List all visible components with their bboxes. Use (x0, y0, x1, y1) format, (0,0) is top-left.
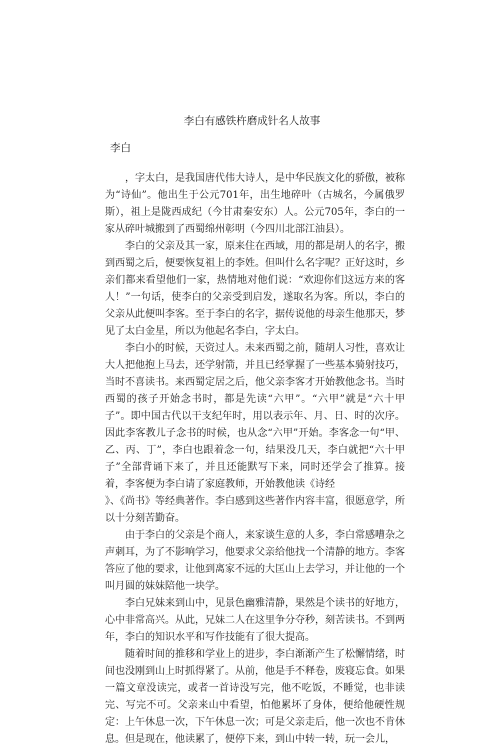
paragraph: 由于李白的父亲是个商人，来家谈生意的人多，李白常感嘈杂之声刺耳，为了不影响学习，他要求父亲给他找一个清静的地方。李客答应了他的要求，让他到离家不远的大匡山上去学习，并让他的一个叫月圆的妹妹陪他一块学。 (105, 530, 405, 592)
author-heading: 李白 (110, 142, 131, 154)
document-title: 李白有感铁杵磨成针名人故事 (183, 115, 321, 127)
paragraph: 李白的父亲及其一家，原来住在西域，用的都是胡人的名字，搬到西蜀之后，便要恢复祖上的李姓。但叫什么名字呢？正好这时，乡亲们都来看望他们一家，热情地对他们说：“欢迎你们这远方来的客人！”一句话，使李白的父亲受到启发，遂取名为客。所以，李白的父亲从此便叫李客。至于李白的名字，据传说他的母亲生他那天，梦见了太白金星，所以为他起名李白，字太白。 (105, 241, 405, 337)
paragraph: 随着时间的推移和学业上的进步，李白渐渐产生了松懈情绪，时间也没刚到山上时抓得紧了。从前，他是手不释卷，废寝忘食。如果一篇文章没读完，或者一首诗没写完，他不吃饭，不睡觉，也非读完、写完不可。父亲来山中看望，怕他累坏了身体，便给他硬性规定：上午休息一次，下午休息一次；可是父亲走后，他一次也不肯休息。但是现在，他读累了，便停下来，到山中转一转，玩一会儿， (105, 649, 405, 745)
paragraph: 李白小的时候，天资过人。未来西蜀之前，随胡人习性，喜欢让大人把他抱上马去，还学射箭，并且已经掌握了一些基本骑射技巧，当时不喜读书。来西蜀定居之后，他父亲李客才开始教他念书。当时西蜀的孩子开始念书时，都是先读“六甲”。“六甲”就是“六十甲子”。即中国古代以干支纪年时，用以表示年、月、日、时的次序。因此李客教儿子念书的时候，也从念“六甲”开始。李客念一句“甲、乙、丙、丁”，李白也跟着念一句，结果没几天，李白就把“六十甲子”全部背诵下来了，并且还能默写下来，同时还学会了推算。接着，李客便为李白请了家庭教师，开始教他读《诗经 (105, 343, 405, 490)
paragraph: 李白兄妹来到山中，见景色幽雅清静，果然是个读书的好地方，心中非常高兴。从此，兄妹二人在这里争分夺秒，刻苦读书。不到两年，李白的知识水平和写作技能有了很大提高。 (105, 598, 405, 643)
body-block-1 (105, 170, 405, 493)
body-block-2 (105, 493, 405, 748)
paragraph: 》、《尚书》等经典著作。李白感到这些著作内容丰富，很愿意学，所以十分刻苦勤奋。 (105, 496, 405, 524)
paragraph: ，字太白，是我国唐代伟大诗人，是中华民族文化的骄傲，被称为“诗仙”。他出生于公元701年，出生地碎叶（古城名，今属俄罗斯），祖上是陇西成纪（今甘肃秦安东）人。公元705年，李白的一家从碎叶城搬到了西蜀绵州彰明（今四川北部江油县）。 (105, 173, 405, 235)
